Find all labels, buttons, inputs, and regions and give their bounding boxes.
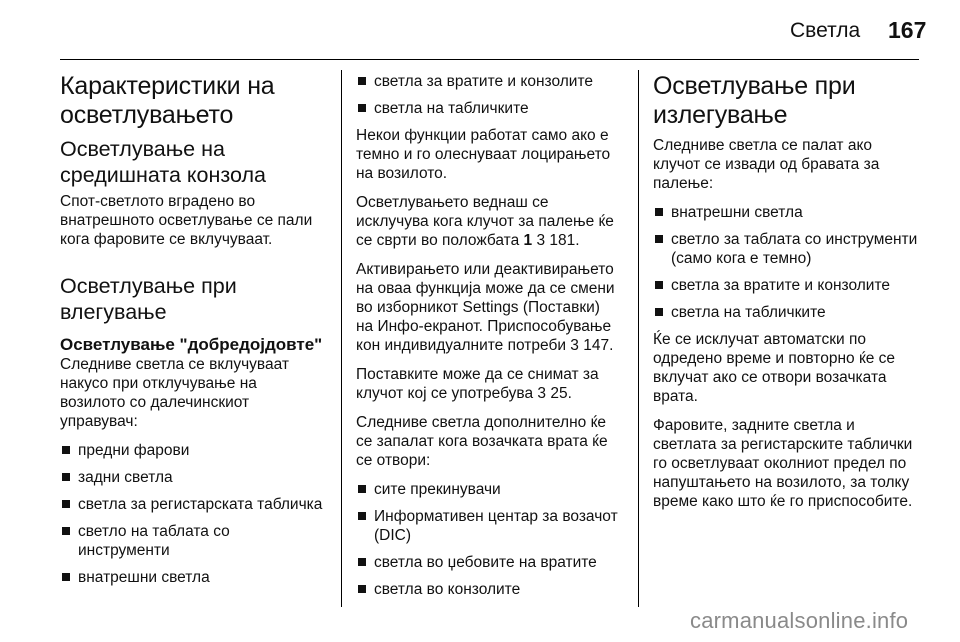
column-3 bbox=[653, 72, 918, 521]
list-item: внатрешни светла bbox=[60, 568, 325, 587]
exit-text: Следниве светла се палат ако клучот се извади од бравата за палење: bbox=[653, 137, 880, 192]
paragraph-dark-only: Некои функции работат само ако е темно и го олеснуваат лоцирањето на возилото. bbox=[356, 127, 611, 182]
list-item: Информативен центар за возачот (DIC) bbox=[356, 507, 621, 545]
list-item: светло на таблата со инструменти bbox=[60, 522, 325, 560]
paragraph-auto-off: Ќе се исклучат автоматски по одредено време и повторно ќе се вклучат ако се отвори возачката врата. bbox=[653, 331, 896, 405]
bullet-icon bbox=[358, 104, 366, 112]
section-heading-entry: Осветлување при влегување bbox=[60, 274, 237, 324]
page-reference-icon: 3 bbox=[570, 337, 579, 354]
column-2 bbox=[356, 72, 621, 607]
column-1 bbox=[60, 72, 325, 595]
paragraph-exit-lighting: Фаровите, задните светла и светлата за регистарските таблички го осветлуваат околниот предел по напуштањето на возилото, за толку време како што ќе го приспособите. bbox=[653, 417, 913, 510]
exit-lights-list bbox=[653, 203, 918, 322]
list-item: светла за регистарската табличка bbox=[60, 495, 325, 514]
header-title: Светла bbox=[790, 19, 861, 42]
console-text: Спот-светлото вградено во внатрешното осветлување се пали кога фаровите се вклучуваат. bbox=[60, 193, 313, 248]
section-heading-exit: Осветлување при излегување bbox=[653, 72, 856, 129]
page-reference-icon: 3 bbox=[536, 232, 546, 249]
header-divider bbox=[60, 59, 919, 60]
list-item: светла во џебовите на вратите bbox=[356, 553, 621, 572]
main-heading: Карактеристики на осветлувањето bbox=[60, 72, 275, 129]
bullet-icon bbox=[655, 281, 663, 289]
bullet-icon bbox=[655, 235, 663, 243]
column-divider-1 bbox=[341, 70, 342, 607]
bullet-icon bbox=[62, 473, 70, 481]
bullet-icon bbox=[358, 485, 366, 493]
paragraph-key-save: Поставките може да се снимат за клучот кој се употребува 3 25. bbox=[356, 366, 599, 402]
entry-lights-list-continued bbox=[356, 72, 621, 118]
bullet-icon bbox=[62, 527, 70, 535]
page-header bbox=[0, 0, 960, 62]
page-number: 167 bbox=[888, 17, 927, 43]
paragraph-settings: Активирањето или деактивирањето на оваа функција може да се смени во изборникот Settings (Поставки) на Инфо-екранот. Приспособување кон индивидуалните потреби 3 147. bbox=[356, 261, 615, 354]
bullet-icon bbox=[358, 77, 366, 85]
column-divider-2 bbox=[638, 70, 639, 607]
welcome-text: Следниве светла се вклучуваат накусо при отклучување на возилото со далечинскиот управувач: bbox=[60, 356, 289, 430]
watermark: carmanualsonline.info bbox=[690, 608, 909, 633]
list-item: светла за вратите и конзолите bbox=[356, 72, 621, 91]
bullet-icon bbox=[655, 208, 663, 216]
subheading-welcome: Осветлување "добредојдовте" bbox=[60, 335, 323, 354]
bullet-icon bbox=[358, 558, 366, 566]
page-reference-icon: 3 bbox=[537, 385, 547, 402]
door-lights-list bbox=[356, 480, 621, 599]
paragraph-driver-door: Следниве светла дополнително ќе се запалат кога возачката врата ќе се отвори: bbox=[356, 414, 608, 469]
list-item: предни фарови bbox=[60, 441, 325, 460]
bullet-icon bbox=[358, 585, 366, 593]
list-item: светла во конзолите bbox=[356, 580, 621, 599]
list-item: светла за вратите и конзолите bbox=[653, 276, 918, 295]
list-item: светло за таблата со инструменти (само кога е темно) bbox=[653, 230, 918, 268]
section-heading-console: Осветлување на средишната конзола bbox=[60, 137, 266, 187]
list-item: сите прекинувачи bbox=[356, 480, 621, 499]
list-item: задни светла bbox=[60, 468, 325, 487]
bullet-icon bbox=[62, 446, 70, 454]
bullet-icon bbox=[62, 573, 70, 581]
bullet-icon bbox=[358, 512, 366, 520]
list-item: светла на табличките bbox=[653, 303, 918, 322]
list-item: внатрешни светла bbox=[653, 203, 918, 222]
paragraph-ignition: Осветлувањето веднаш се исклучува кога клучот за палење ќе се сврти во положбата 1 3 181. bbox=[356, 194, 614, 249]
bullet-icon bbox=[655, 308, 663, 316]
bullet-icon bbox=[62, 500, 70, 508]
list-item: светла на табличките bbox=[356, 99, 621, 118]
welcome-lights-list bbox=[60, 441, 325, 587]
